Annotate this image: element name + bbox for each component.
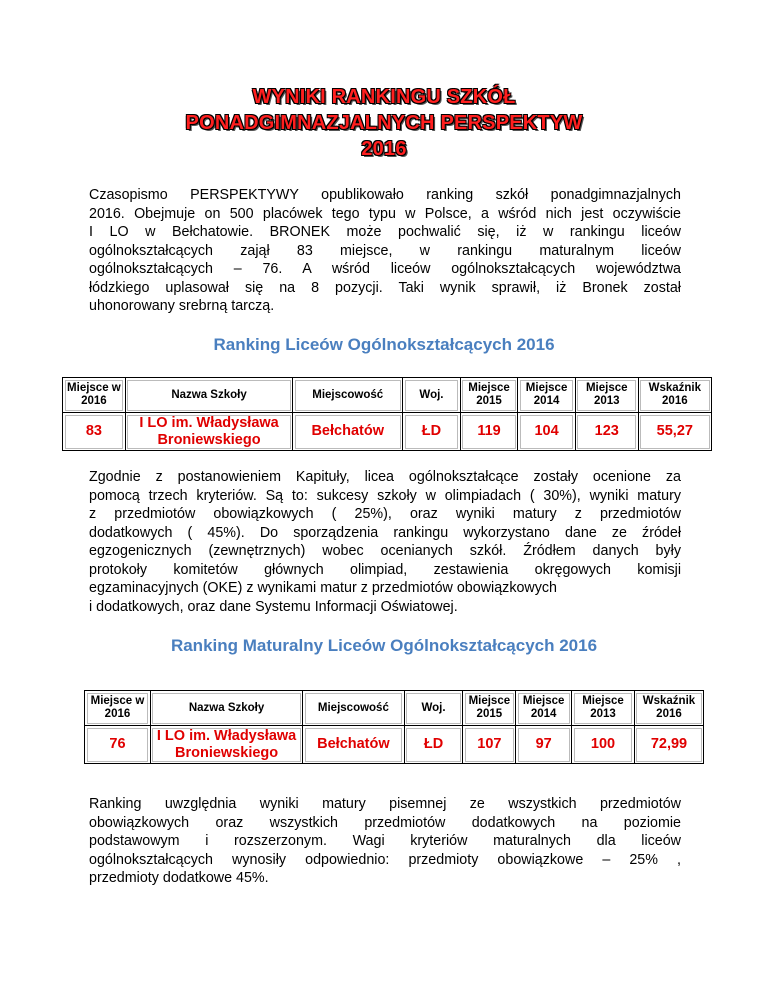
table-row: [63, 413, 712, 451]
closing-line: ogólnokształcących wynosiły odpowiednio: przedmioty obowiązkowe – 25% ,: [89, 851, 681, 868]
criteria-line: z przedmiotów obowiązkowych ( 25%), oraz wyniki matury z przedmiotów: [89, 506, 681, 522]
value-cell: 76: [85, 726, 151, 764]
criteria-paragraph: [89, 468, 681, 616]
intro-line: łódzkiego uplasował się na 8 pozycji. Taki wynik sprawił, iż Bronek został: [89, 279, 681, 296]
criteria-line: Zgodnie z postanowieniem Kapituły, licea ogólnokształcące zostały ocenione za: [89, 469, 681, 485]
criteria-line: egzogenicznych (zewnętrznych) wobec ocenianych szkół. Źródłem danych były: [89, 543, 681, 559]
title-line-3: 2016: [361, 138, 407, 160]
header-cell: Miejsce 2014: [516, 691, 572, 726]
value-cell: ŁD: [404, 726, 463, 764]
header-cell: Miejscowość: [303, 691, 404, 726]
intro-paragraph: [89, 186, 681, 316]
title-line-1: WYNIKI RANKINGU SZKÓŁ: [252, 86, 516, 108]
criteria-line: pomocą trzech kryteriów. Są to: sukcesy szkoły w olimpiadach ( 30%), wyniki matury: [89, 487, 681, 504]
table-row: [85, 726, 704, 764]
criteria-line: egzaminacyjnych (OKE) z wynikami matur z przedmiotów obowiązkowych: [89, 580, 557, 596]
criteria-line: dodatkowych ( 45%). Do sporządzenia rankingu wykorzystano dane ze źródeł: [89, 524, 681, 541]
value-cell: 123: [575, 413, 638, 451]
header-cell: Miejsce 2015: [463, 691, 516, 726]
closing-paragraph: [89, 795, 681, 888]
closing-line: podstawowym i rozszerzonym. Wagi kryteriów maturalnych dla liceów: [89, 833, 681, 849]
header-cell: Nazwa Szkoły: [125, 378, 292, 413]
header-cell: Woj.: [403, 378, 461, 413]
value-cell: 107: [463, 726, 516, 764]
value-cell: Bełchatów: [303, 726, 404, 764]
ranking-2-heading: Ranking Maturalny Liceów Ogólnokształcących 2016: [170, 636, 598, 655]
criteria-line: i dodatkowych, oraz dane Systemu Informacji Oświatowej.: [89, 598, 458, 615]
criteria-line: protokoły komitetów głównych olimpiad, zestawienia okręgowych komisji: [89, 561, 681, 578]
intro-line: Czasopismo PERSPEKTYWY opublikowało ranking szkół ponadgimnazjalnych: [89, 187, 681, 203]
intro-line: 2016. Obejmuje on 500 placówek tego typu w Polsce, a wśród nich jest oczywiście: [89, 205, 681, 222]
table-header-row: [85, 691, 704, 726]
closing-line: przedmioty dodatkowe 45%.: [89, 870, 269, 886]
header-cell: Woj.: [404, 691, 463, 726]
intro-line: ogólnokształcących – 76. A wśród liceów ogólnokształcących województwa: [89, 261, 681, 277]
title-line-2: PONADGIMNAZJALNYCH PERSPEKTYW: [185, 112, 583, 134]
header-cell: Wskaźnik 2016: [634, 691, 703, 726]
value-cell: I LO im. Władysława Broniewskiego: [125, 413, 292, 451]
ranking-1-table: [62, 377, 712, 451]
header-cell: Nazwa Szkoły: [150, 691, 302, 726]
table-header-row: [63, 378, 712, 413]
document-title: [0, 84, 768, 162]
intro-line: ogólnokształcących zajął 83 miejsce, w rankingu maturalnym liceów: [89, 242, 681, 259]
value-cell: I LO im. Władysława Broniewskiego: [150, 726, 302, 764]
value-cell: 55,27: [638, 413, 711, 451]
header-cell: Miejsce 2013: [575, 378, 638, 413]
value-cell: 104: [518, 413, 576, 451]
value-cell: 97: [516, 726, 572, 764]
value-cell: Bełchatów: [293, 413, 403, 451]
header-cell: Miejsce 2015: [460, 378, 518, 413]
value-cell: 83: [63, 413, 126, 451]
header-cell: Miejsce 2013: [572, 691, 635, 726]
header-cell: Miejsce w 2016: [85, 691, 151, 726]
value-cell: 100: [572, 726, 635, 764]
header-cell: Wskaźnik 2016: [638, 378, 711, 413]
value-cell: ŁD: [403, 413, 461, 451]
closing-line: obowiązkowych oraz wszystkich przedmiotów dodatkowych na poziomie: [89, 814, 681, 831]
intro-line: I LO w Bełchatowie. BRONEK może pochwalić się, iż w rankingu liceów: [89, 224, 681, 240]
closing-line: Ranking uwzględnia wyniki matury pisemnej ze wszystkich przedmiotów: [89, 796, 681, 812]
value-cell: 72,99: [634, 726, 703, 764]
header-cell: Miejscowość: [293, 378, 403, 413]
ranking-2-table: [84, 690, 704, 764]
value-cell: 119: [460, 413, 518, 451]
header-cell: Miejsce w 2016: [63, 378, 126, 413]
intro-line: uhonorowany srebrną tarczą.: [89, 298, 275, 314]
ranking-1-heading: Ranking Liceów Ogólnokształcących 2016: [213, 335, 555, 354]
header-cell: Miejsce 2014: [518, 378, 576, 413]
